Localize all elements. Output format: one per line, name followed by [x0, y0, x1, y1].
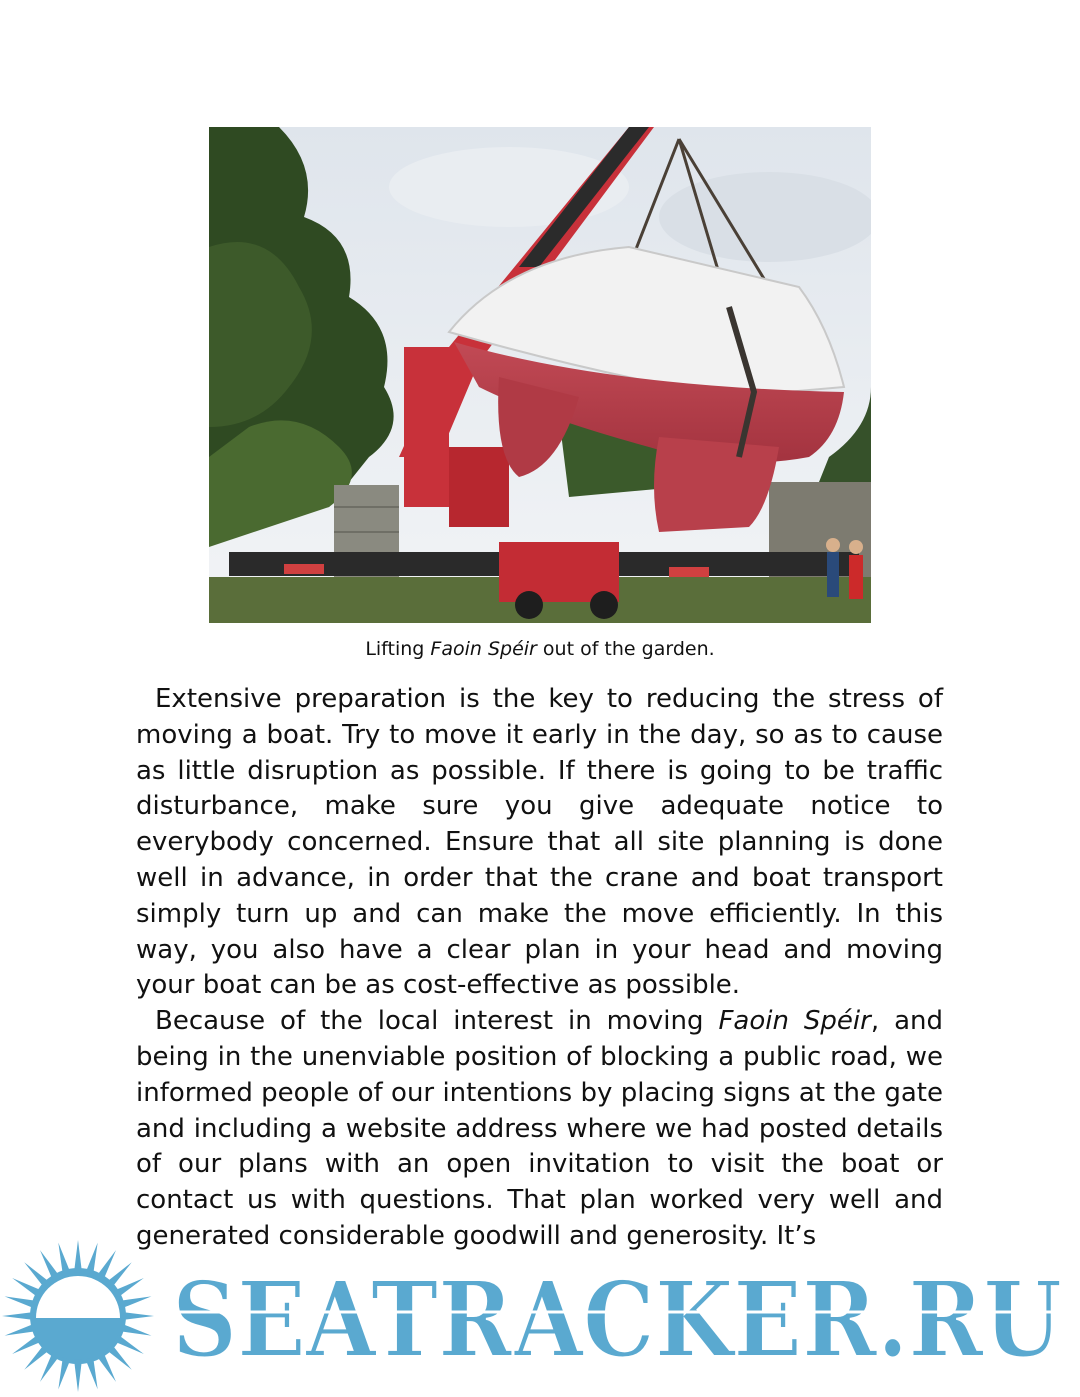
watermark-text	[172, 1268, 1067, 1368]
paragraph-2-boat-name: Faoin Spéir	[718, 1006, 871, 1037]
caption-boat-name: Faoin Spéir	[430, 638, 537, 660]
paragraph-local-interest	[136, 1004, 943, 1255]
body-text	[136, 682, 943, 1255]
figure-caption	[0, 637, 1080, 661]
boat-lifting-photo	[209, 127, 871, 623]
caption-prefix: Lifting	[365, 638, 431, 660]
paragraph-preparation: Extensive preparation is the key to reducing the stress of moving a boat. Try to move it early in the day, so as to cause as little disruption as possible. If there is going to be traffic disturbance, make sure you give adequate notice to everybody concerned. Ensure that all site planning is done well in advance, in order that the crane and boat transport simply turn up and can make the move efficiently. In this way, you also have a clear plan in your head and moving your boat can be as cost-effective as possible.	[136, 684, 943, 1001]
paragraph-2-start: Because of the local interest in moving	[155, 1006, 719, 1037]
watermark-label: SEATRACKER.RU	[172, 1268, 1062, 1368]
caption-suffix: out of the garden.	[536, 638, 715, 660]
paragraph-2-rest: , and being in the unenviable position of blocking a public road, we informed people of our intentions by placing signs at the gate and including a website address where we had posted details of our plans with an open invitation to visit the boat or contact us with questions. That plan worked very well and generated considerable goodwill and generosity. It’s	[136, 1006, 943, 1251]
sun-logo-icon	[2, 1240, 154, 1392]
